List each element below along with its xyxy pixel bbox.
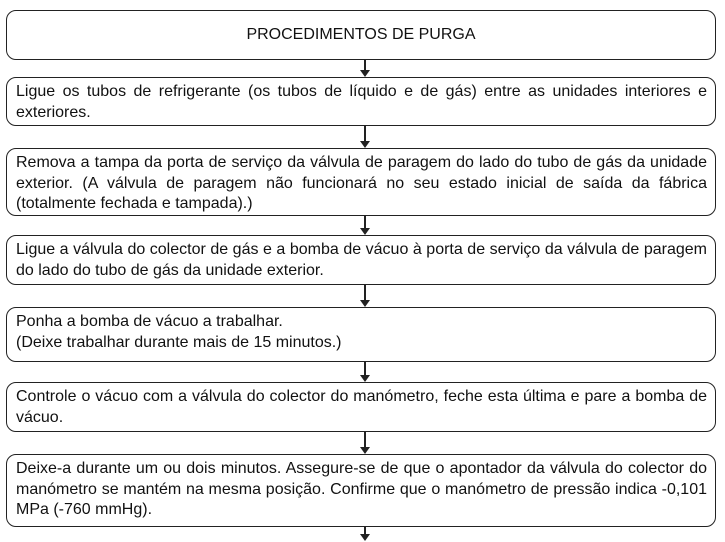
arrow-icon	[360, 285, 370, 307]
arrow-icon	[360, 362, 370, 382]
step-text: Ligue os tubos de refrigerante (os tubos de líquido e de gás) entre as unidades interiores e exteriores.	[16, 83, 707, 121]
arrow-icon	[360, 60, 370, 77]
step-note: (Deixe trabalhar durante mais de 15 minutos.)	[16, 333, 342, 351]
title-box	[6, 10, 716, 60]
arrow-icon	[360, 216, 370, 235]
step-text: Ponha a bomba de vácuo a trabalhar.	[16, 313, 283, 330]
arrow-icon	[360, 432, 370, 454]
step-box-start-pump	[6, 307, 716, 362]
step-text: Remova a tampa da porta de serviço da válvula de paragem do lado do tubo de gás da unidade exterior. (A válvula de paragem não funcionará no seu estado inicial de saída da fábrica (totalmente fechada e tampada).)	[16, 154, 707, 213]
step-text: Ligue a válvula do colector de gás e a bomba de vácuo à porta de serviço da válvula de paragem do lado do tubo de gás da unidade exterior.	[16, 241, 707, 279]
flowchart-title: PROCEDIMENTOS DE PURGA	[246, 25, 476, 43]
step-box-wait-confirm	[6, 454, 716, 527]
step-box-check-vacuum	[6, 382, 716, 432]
arrow-icon	[360, 527, 370, 541]
arrow-icon	[360, 126, 370, 148]
step-text: Deixe-a durante um ou dois minutos. Assegure-se de que o apontador da válvula do colector do manómetro se mantém na mesma posição. Confirme que o manómetro de pressão indica -0,101 MPa (-760 mmHg).	[16, 460, 707, 519]
step-text: Controle o vácuo com a válvula do colector do manómetro, feche esta última e pare a bomba de vácuo.	[16, 388, 707, 426]
step-box-remove-cap	[6, 148, 716, 216]
step-box-connect-manifold	[6, 235, 716, 285]
step-box-connect-pipes	[6, 77, 716, 126]
